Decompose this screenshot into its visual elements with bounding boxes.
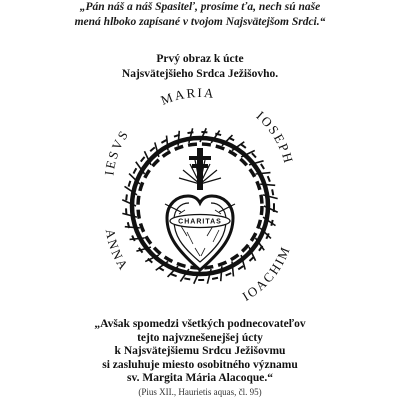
bottom-quote-line-1: „Avšak spomedzi všetkých podnecovateľov [94, 318, 306, 330]
bottom-quote [0, 318, 400, 386]
title-line-2: Najsvätejšieho Srdca Ježišovho. [121, 68, 279, 80]
heart-icon [165, 196, 235, 270]
sacred-heart-emblem [95, 86, 305, 314]
name-top-arc-right [253, 108, 296, 166]
image-title [0, 52, 400, 82]
top-quote [0, 0, 400, 30]
citation: (Pius XII., Haurietis aquas, čl. 95) [138, 387, 262, 397]
title-line-1: Prvý obraz k úcte [156, 53, 244, 65]
name-iesvs: IESVS [101, 126, 132, 177]
top-quote-line-2: mená hlboko zapísané v tvojom Najsvätejšom Srdci.“ [74, 16, 326, 28]
bottom-quote-line-3: k Najsvätejšiemu Srdcu Ježišovmu [114, 345, 286, 358]
bottom-quote-line-5: sv. Margita Mária Alacoque.“ [127, 372, 273, 385]
name-maria: MARIA [158, 86, 217, 108]
name-anna: ANNA [102, 227, 133, 274]
name-ioseph: IOSEPH [253, 107, 297, 167]
bottom-quote-line-2: tejto najvznešenejšej úcty [137, 331, 263, 344]
heart-inscription: CHARITAS [178, 218, 222, 226]
name-top-arc-center [159, 86, 217, 108]
bottom-quote-line-4: si zasluhuje miesto osobitného významu [102, 358, 298, 371]
name-bottom-arc-left [103, 228, 132, 274]
top-quote-line-1: „Pán náš a náš Spasiteľ, prosíme ťa, nech sú naše [79, 1, 321, 13]
name-ioachim: IOACHIM [239, 243, 294, 304]
name-top-arc [101, 126, 131, 176]
